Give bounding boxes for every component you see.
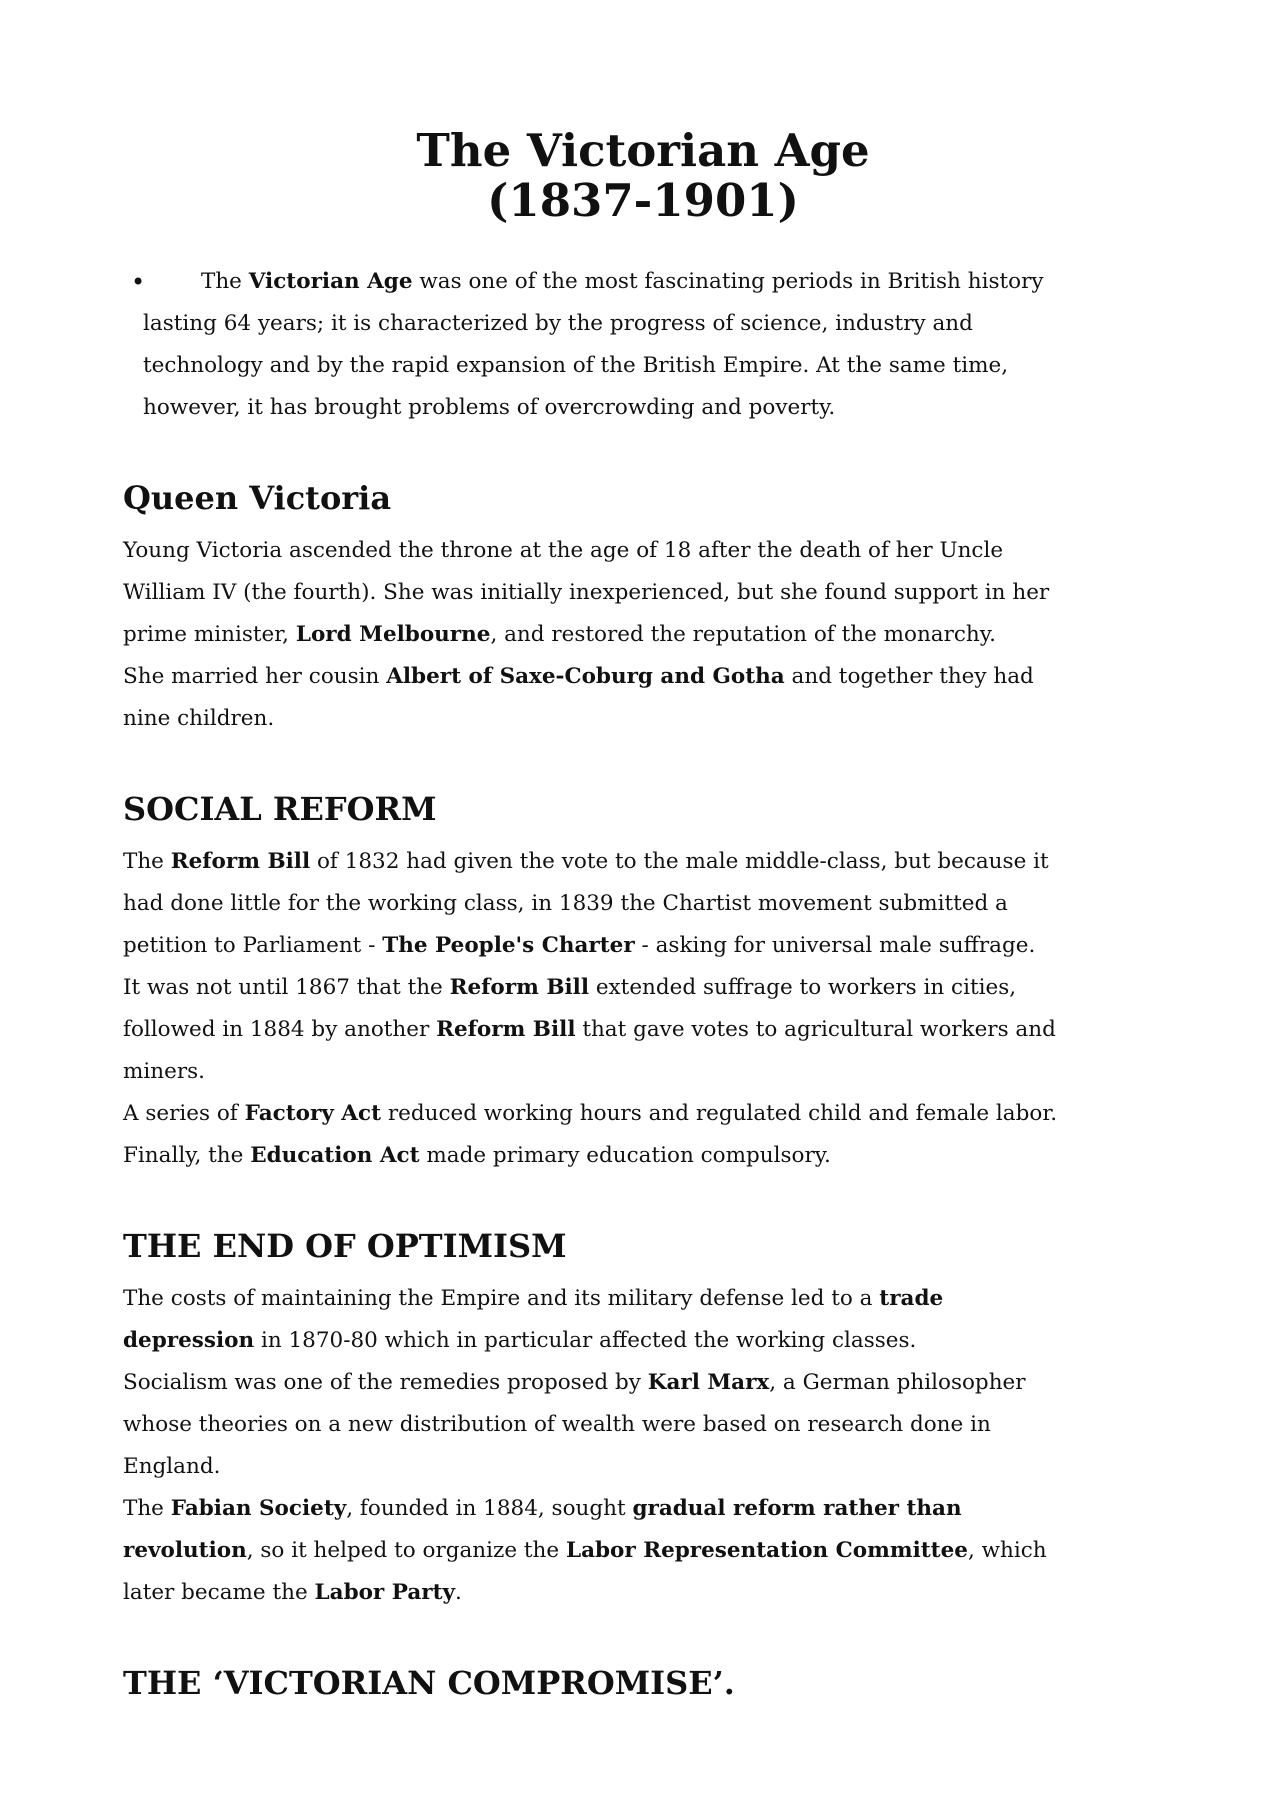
text-run: lasting 64 years; it is characterized by the progress of science, industry and <box>143 311 973 336</box>
text-line <box>123 925 1183 967</box>
text-run: however, it has brought problems of overcrowding and poverty. <box>143 395 836 420</box>
text-run: She married her cousin <box>123 664 387 689</box>
text-run: William IV (the fourth). She was initially inexperienced, but she found support in her <box>123 580 1050 605</box>
section-paragraph <box>123 841 1183 1177</box>
text-line <box>123 1446 1183 1488</box>
text-line <box>123 1362 1183 1404</box>
text-run: miners. <box>123 1059 205 1084</box>
text-run: followed in 1884 by another <box>123 1017 437 1042</box>
text-line <box>123 1404 1183 1446</box>
title-subtitle-years: (1837-1901) <box>487 174 799 227</box>
text-line <box>123 1530 1183 1572</box>
text-run: of 1832 had given the vote to the male middle-class, but because it <box>310 849 1049 874</box>
intro-bullet-paragraph <box>123 261 1183 429</box>
text-run: petition to Parliament - <box>123 933 383 958</box>
text-line <box>123 698 1183 740</box>
bold-term: Labor Representation Committee <box>565 1538 968 1563</box>
bold-term: trade <box>879 1286 944 1311</box>
section-heading: Queen Victoria <box>123 479 392 517</box>
text-line <box>123 530 1183 572</box>
text-line <box>123 1135 1183 1177</box>
text-run: nine children. <box>123 706 275 731</box>
bold-term: Lord Melbourne <box>295 622 491 647</box>
text-run: , and restored the reputation of the monarchy. <box>490 622 996 647</box>
text-line <box>143 303 1183 345</box>
text-run: The <box>123 1496 171 1521</box>
text-line <box>143 345 1183 387</box>
bold-term: Victorian Age <box>248 269 413 294</box>
bold-term: depression <box>123 1328 255 1353</box>
text-run: technology and by the rapid expansion of the British Empire. At the same time, <box>143 353 1009 378</box>
text-line <box>123 1320 1183 1362</box>
text-run: , a German philosopher <box>769 1370 1026 1395</box>
text-line <box>123 1488 1183 1530</box>
section-heading: THE ‘VICTORIAN COMPROMISE’. <box>123 1664 735 1702</box>
bold-term: Fabian Society <box>170 1496 347 1521</box>
text-run: that gave votes to agricultural workers and <box>575 1017 1056 1042</box>
text-run: had done little for the working class, in 1839 the Chartist movement submitted a <box>123 891 1008 916</box>
text-line <box>143 387 1183 429</box>
bold-term: Factory Act <box>244 1101 381 1126</box>
section-heading: SOCIAL REFORM <box>123 790 437 828</box>
text-line <box>123 1009 1183 1051</box>
text-run: - asking for universal male suffrage. <box>634 933 1036 958</box>
text-line <box>123 1051 1183 1093</box>
text-run: reduced working hours and regulated child and female labor. <box>381 1101 1058 1126</box>
text-run: Young Victoria ascended the throne at the age of 18 after the death of her Uncle <box>123 538 1004 563</box>
document-title <box>123 126 1163 226</box>
bullet-icon: • <box>131 268 146 296</box>
text-run: A series of <box>123 1101 245 1126</box>
text-run: Socialism was one of the remedies proposed by <box>123 1370 648 1395</box>
bold-term: Reform Bill <box>436 1017 576 1042</box>
section-paragraph <box>123 530 1183 740</box>
text-run: . <box>455 1580 462 1605</box>
bold-term: revolution <box>123 1538 247 1563</box>
text-line <box>123 883 1183 925</box>
text-line <box>123 572 1183 614</box>
text-run: later became the <box>123 1580 315 1605</box>
bold-term: gradual reform rather than <box>632 1496 962 1521</box>
title-line: The Victorian Age <box>416 124 870 177</box>
bold-term: Karl Marx <box>647 1370 770 1395</box>
text-line <box>123 656 1183 698</box>
text-line <box>123 1572 1183 1614</box>
text-run: The <box>123 849 171 874</box>
text-run: made primary education compulsory. <box>419 1143 831 1168</box>
text-run: , founded in 1884, sought <box>346 1496 633 1521</box>
text-run: The costs of maintaining the Empire and its military defense led to a <box>123 1286 880 1311</box>
bold-term: Albert of Saxe-Coburg and Gotha <box>386 664 785 689</box>
text-line <box>143 261 1183 303</box>
section-heading: THE END OF OPTIMISM <box>123 1227 567 1265</box>
text-run: England. <box>123 1454 221 1479</box>
text-run: prime minister, <box>123 622 296 647</box>
text-line <box>123 1278 1183 1320</box>
text-run: in 1870-80 which in particular affected the working classes. <box>254 1328 917 1353</box>
text-run: The <box>201 269 249 294</box>
text-run: whose theories on a new distribution of wealth were based on research done in <box>123 1412 991 1437</box>
text-run: was one of the most fascinating periods in British history <box>412 269 1044 294</box>
bold-term: Education Act <box>250 1143 420 1168</box>
text-line <box>123 967 1183 1009</box>
text-run: and together they had <box>784 664 1034 689</box>
text-run: extended suffrage to workers in cities, <box>589 975 1017 1000</box>
bold-term: The People's Charter <box>382 933 635 958</box>
text-line <box>123 614 1183 656</box>
bold-term: Reform Bill <box>449 975 589 1000</box>
section-paragraph <box>123 1278 1183 1614</box>
bold-term: Labor Party <box>314 1580 456 1605</box>
document-page <box>123 126 1183 1715</box>
bold-term: Reform Bill <box>170 849 311 874</box>
text-line <box>123 1093 1183 1135</box>
text-run: Finally, the <box>123 1143 251 1168</box>
text-run: , which <box>967 1538 1047 1563</box>
text-run: It was not until 1867 that the <box>123 975 450 1000</box>
text-run: , so it helped to organize the <box>246 1538 566 1563</box>
text-line <box>123 841 1183 883</box>
